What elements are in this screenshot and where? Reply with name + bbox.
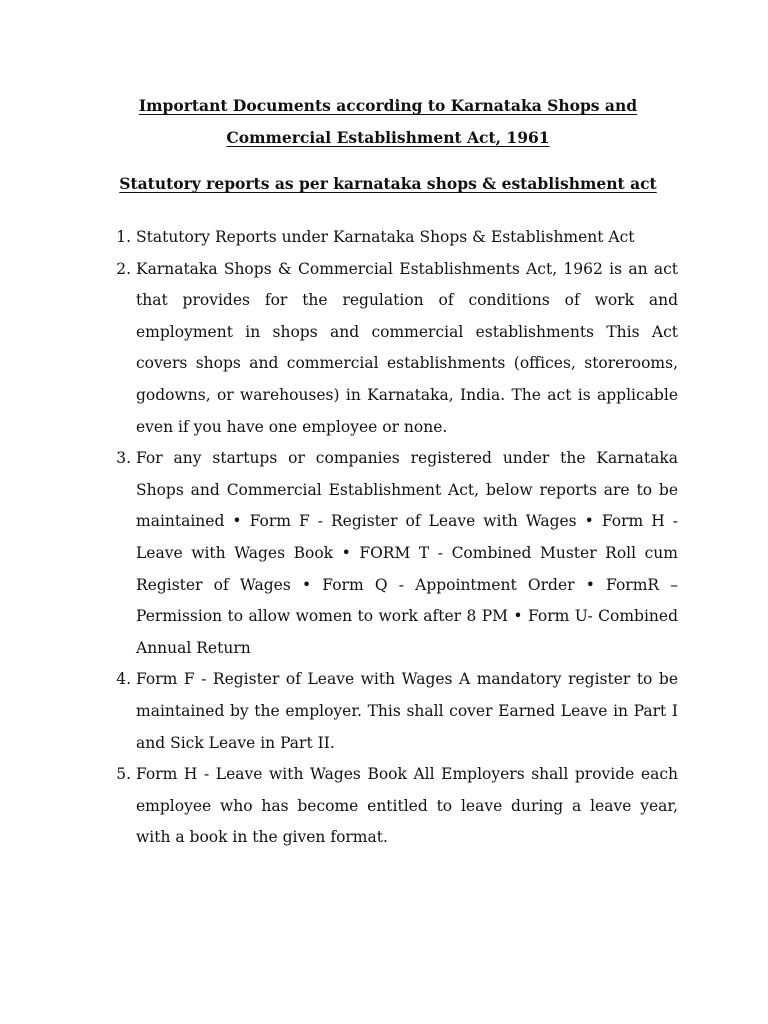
list-item: 2. Karnataka Shops & Commercial Establishments Act, 1962 is an act that provides for the regulation of conditions of work and employment in shops and commercial establishments This Act covers shops and commercial establishments (offices, storerooms, godowns, or warehouses) in Karnataka, India. The act is applicable even if you have one employee or none. [136, 254, 678, 444]
title-line-1: Important Documents according to Karnataka Shops and [138, 96, 638, 115]
list-item: 3. For any startups or companies registered under the Karnataka Shops and Commercial Establishment Act, below reports are to be maintained • Form F - Register of Leave with Wages • Form H - Leave with Wages Book • FORM T - Combined Muster Roll cum Register of Wages • Form Q - Appointment Order • FormR – Permission to allow women to work after 8 PM • Form U- Combined Annual Return [136, 443, 678, 664]
document-title [98, 90, 678, 154]
document-subtitle: Statutory reports as per karnataka shops & establishment act [119, 174, 657, 193]
title-line-2: Commercial Establishment Act, 1961 [226, 128, 550, 147]
list-item: 1. Statutory Reports under Karnataka Shops & Establishment Act [136, 222, 678, 254]
list-item: 5. Form H - Leave with Wages Book All Employers shall provide each employee who has become entitled to leave during a leave year, with a book in the given format. [136, 759, 678, 854]
list-item: 4. Form F - Register of Leave with Wages A mandatory register to be maintained by the employer. This shall cover Earned Leave in Part I and Sick Leave in Part II. [136, 664, 678, 759]
numbered-list [98, 222, 678, 854]
